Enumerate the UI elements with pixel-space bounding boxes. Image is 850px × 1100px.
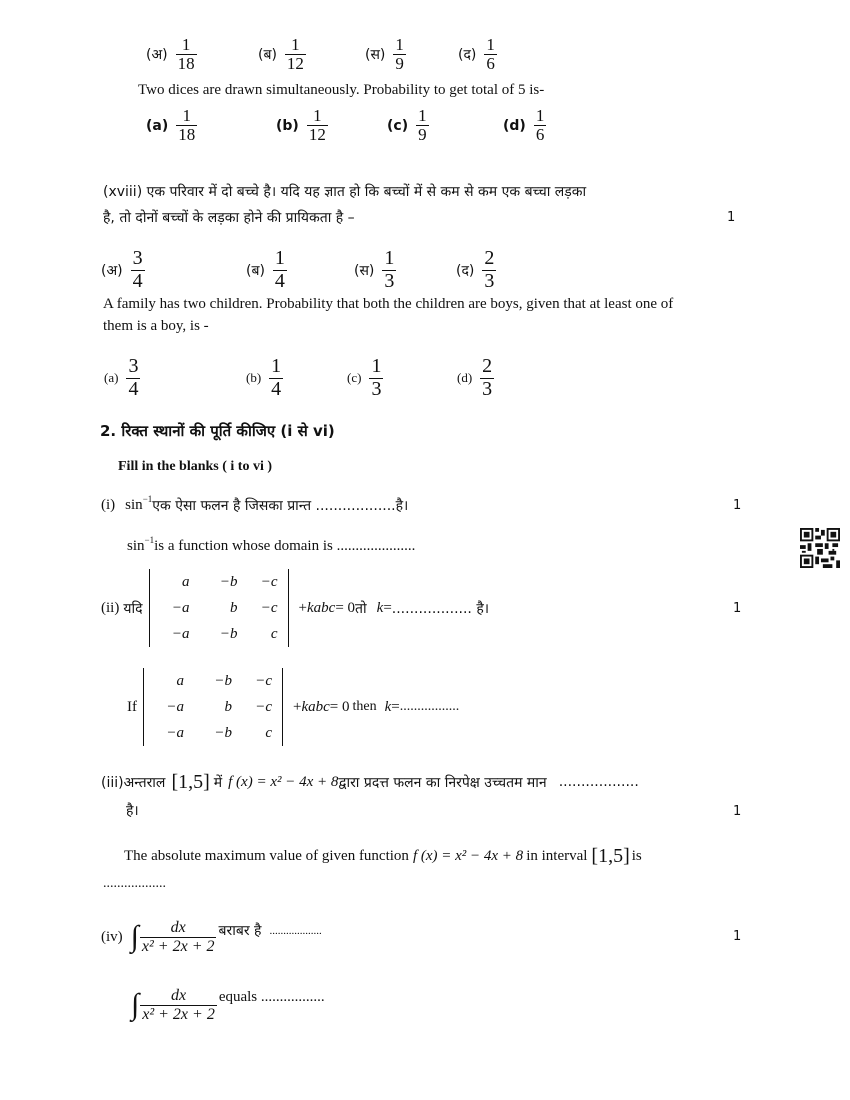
qiv-number: (iv) [101, 928, 123, 945]
q17-hindi-denominator: 6 [486, 54, 495, 74]
qi-sin: sin [125, 496, 143, 513]
matrix-cell: −c [255, 699, 272, 715]
q18-hindi-line2: है, तो दोनों बच्चों के लड़का होने की प्रायिकता है – [103, 210, 355, 226]
q18-english-option [246, 356, 283, 400]
qii-plus-en: + [293, 698, 302, 715]
q17-english-option-label: (b) [276, 117, 299, 134]
q18-english-option-label: (a) [104, 370, 119, 386]
matrix-cell: −b [214, 725, 232, 741]
q18-english-denominator: 4 [271, 377, 282, 400]
q17-english-option-label: (c) [387, 117, 409, 134]
q17-hindi-denominator: 9 [395, 54, 404, 74]
q17-english-option [503, 107, 546, 145]
q17-english-option [146, 107, 197, 145]
qii-k-en: k [384, 698, 392, 715]
qi-english-rest: is a function whose domain is ..................... [154, 537, 416, 554]
q18-english-option-label: (c) [347, 370, 362, 386]
qiii-english-mid: in interval [526, 847, 588, 864]
q18-english-numerator: 1 [371, 355, 382, 377]
q18-english-option-label: (b) [246, 370, 262, 386]
qr-code-icon [800, 528, 840, 568]
qiv-fraction [140, 919, 217, 955]
q18-hindi-option [354, 248, 396, 292]
q17-english-numerator: 1 [182, 106, 191, 125]
q18-hindi-option-label: (द) [456, 262, 475, 279]
qiv-integral-sign-en: ∫ [131, 988, 140, 1021]
qi-english-line [127, 535, 415, 557]
matrix-cell: −a [166, 725, 184, 741]
matrix-cell: a [176, 673, 184, 689]
q17-hindi-numerator: 1 [291, 35, 300, 54]
qiii-hindi-line [101, 768, 639, 796]
qiv-hindi-dots: ................... [269, 925, 322, 937]
qiii-english-post: is [631, 847, 642, 864]
qi-hindi-rest: एक ऐसा फलन है जिसका प्रान्त ..................है। [152, 497, 409, 514]
q17-english-numerator: 1 [418, 106, 427, 125]
q18-hindi-option-fraction [382, 248, 396, 292]
qi-number: (i) [101, 496, 116, 513]
qii-eng-blank: ................. [399, 699, 460, 714]
qii-number: (ii) [101, 599, 120, 616]
q18-hindi-denominator: 3 [384, 269, 395, 292]
q17-hindi-option [458, 36, 497, 74]
qiii-interval: [1,5] [171, 770, 210, 793]
qii-k: k [376, 599, 384, 616]
matrix-cell: c [265, 725, 272, 741]
q18-english-numerator: 2 [482, 355, 493, 377]
matrix-cell: −b [214, 673, 232, 689]
qiii-func-en: f (x) = x² − 4x + 8 [412, 847, 524, 864]
qiii-marks: 1 [733, 804, 742, 819]
qiii-english-dots: .................. [103, 876, 166, 891]
q18-english-denominator: 3 [482, 377, 493, 400]
q18-english-option [347, 356, 383, 400]
matrix-cell: −c [260, 574, 278, 590]
qiii-english-pre: The absolute maximum value of given function [124, 847, 409, 864]
matrix-cell: −b [219, 626, 238, 642]
q17-english-denominator: 12 [308, 125, 326, 145]
section-subheading: Fill in the blanks ( i to vi ) [118, 459, 273, 474]
q17-hindi-numerator: 1 [181, 35, 191, 54]
qiv-fraction-en [140, 987, 217, 1023]
q18-hindi-option-fraction [131, 248, 145, 292]
q17-hindi-option-label: (ब) [258, 47, 277, 64]
q17-hindi-denominator: 18 [177, 54, 195, 74]
q18-hindi-option [456, 248, 496, 292]
q18-english-option-fraction [269, 356, 283, 400]
qii-to: तो [355, 600, 367, 617]
q18-hindi-option-label: (अ) [101, 262, 123, 279]
qii-determinant [149, 569, 289, 647]
q18-english-line1: A family has two children. Probability that both the children are boys, given that at least one of [103, 296, 674, 312]
q17-hindi-option-fraction [393, 36, 406, 74]
q17-english-option-fraction [176, 107, 197, 145]
q18-english-option-fraction [480, 356, 494, 400]
q18-hindi-denominator: 4 [274, 269, 285, 292]
qii-kabc: kabc [306, 599, 336, 616]
qii-if: If [127, 698, 137, 715]
q17-english-option-fraction [416, 107, 429, 145]
q18-english-denominator: 3 [371, 377, 382, 400]
q18-hindi-numerator: 1 [274, 247, 285, 269]
qii-english-line [127, 666, 459, 748]
q18-marks: 1 [727, 210, 736, 225]
q18-hindi-option-fraction [482, 248, 496, 292]
matrix-cell: b [230, 600, 238, 616]
qiv-marks: 1 [733, 929, 742, 944]
q18-hindi-option-label: (ब) [246, 262, 265, 279]
q18-hindi-line1: (xviii) एक परिवार में दो बच्चे है। यदि यह ज्ञात हो कि बच्चों में से कम से कम एक बच्चा लड़का [103, 184, 587, 200]
qi-sup: −1 [142, 494, 153, 504]
qiii-me: में [213, 774, 223, 791]
matrix-cell: −c [260, 600, 278, 616]
section-heading: 2. रिक्त स्थानों की पूर्ति कीजिए (i से vi) [100, 422, 335, 440]
qii-marks: 1 [733, 601, 742, 616]
qii-determinant-en [143, 668, 283, 746]
q17-hindi-option [146, 36, 197, 74]
q17-hindi-option [365, 36, 406, 74]
q17-hindi-numerator: 1 [395, 35, 404, 54]
q17-english-option-fraction [534, 107, 547, 145]
q17-hindi-numerator: 1 [486, 35, 495, 54]
q18-hindi-option-fraction [273, 248, 287, 292]
qii-then: then [352, 699, 377, 714]
qii-yadi: यदि [123, 600, 143, 617]
qiv-numerator: dx [170, 919, 186, 937]
matrix-cell: −a [166, 699, 184, 715]
q17-hindi-option [258, 36, 306, 74]
q17-english-text: Two dices are drawn simultaneously. Probability to get total of 5 is- [138, 82, 545, 98]
qii-eq0-en: = 0 [329, 698, 350, 715]
qii-plus: + [298, 599, 307, 616]
q17-hindi-option-label: (स) [365, 47, 386, 64]
matrix-cell: a [182, 574, 190, 590]
qiv-denominator: x² + 2x + 2 [141, 937, 215, 955]
q17-english-denominator: 18 [178, 125, 196, 145]
qiv-denominator-en: x² + 2x + 2 [142, 1005, 215, 1023]
q17-english-option [387, 107, 429, 145]
qiii-prefix: (iii)अन्तराल [101, 774, 166, 791]
qiv-numerator-en: dx [170, 987, 187, 1005]
qii-hindi-blank: .................. है। [391, 600, 490, 617]
qi-sin-en: sin [127, 537, 145, 554]
qiv-english-line [131, 981, 325, 1029]
matrix-cell: −b [219, 574, 238, 590]
q17-english-numerator: 1 [535, 106, 545, 125]
q17-english-option-fraction [307, 107, 328, 145]
qii-eq: = [383, 599, 392, 616]
qiii-english-line [124, 842, 642, 870]
q17-hindi-option-fraction [176, 36, 197, 74]
q18-english-option-fraction [126, 356, 140, 400]
matrix-cell: −a [171, 600, 190, 616]
q18-english-numerator: 1 [271, 355, 282, 377]
q18-hindi-option [246, 248, 287, 292]
q17-english-option [276, 107, 328, 145]
q18-english-option-label: (d) [457, 370, 473, 386]
matrix-cell: −c [255, 673, 272, 689]
qiii-hindi-rest: द्वारा प्रदत्त फलन का निरपेक्ष उच्चतम मान [338, 774, 547, 791]
q17-hindi-option-fraction [285, 36, 306, 74]
q18-hindi-option-label: (स) [354, 262, 375, 279]
qiii-interval-en: [1,5] [591, 844, 630, 867]
qiv-hindi-rest: बराबर है [218, 923, 262, 939]
qiv-integral-sign: ∫ [130, 920, 139, 953]
q18-hindi-numerator: 3 [132, 247, 143, 269]
qi-hindi-line [101, 494, 408, 516]
qi-sup-en: −1 [144, 535, 155, 545]
q17-english-option-label: (a) [146, 117, 169, 134]
q18-hindi-denominator: 4 [132, 269, 143, 292]
q17-english-numerator: 1 [313, 106, 322, 125]
q18-hindi-option [101, 248, 145, 292]
qi-marks: 1 [733, 498, 742, 513]
q18-english-numerator: 3 [128, 355, 139, 377]
q18-hindi-numerator: 2 [484, 247, 495, 269]
qii-kabc-en: kabc [301, 698, 330, 715]
q18-hindi-numerator: 1 [384, 247, 395, 269]
q17-english-denominator: 9 [418, 125, 427, 145]
q18-english-line2: them is a boy, is - [103, 318, 209, 334]
q18-hindi-denominator: 3 [484, 269, 495, 292]
qiv-english-rest: equals ................. [218, 989, 325, 1005]
q17-hindi-option-label: (अ) [146, 47, 168, 64]
matrix-cell: −a [171, 626, 190, 642]
q18-english-option [104, 356, 140, 400]
matrix-cell: b [224, 699, 232, 715]
q17-english-denominator: 6 [535, 125, 545, 145]
qii-eq-en: = [391, 698, 400, 715]
qii-eq0: = 0 [335, 599, 356, 616]
q17-english-option-label: (d) [503, 117, 526, 134]
q18-english-option-fraction [369, 356, 383, 400]
qii-hindi-line [101, 567, 489, 649]
qiii-hindi-line2: है। [126, 803, 139, 819]
q17-hindi-denominator: 12 [286, 54, 304, 74]
q18-english-option [457, 356, 494, 400]
q17-hindi-option-label: (द) [458, 47, 477, 64]
matrix-cell: c [270, 626, 278, 642]
qiii-func: f (x) = x² − 4x + 8 [228, 773, 339, 790]
q18-english-denominator: 4 [128, 377, 139, 400]
qiii-dots: .................. [558, 774, 639, 790]
qiv-hindi-line [101, 913, 322, 961]
q17-hindi-option-fraction [484, 36, 497, 74]
